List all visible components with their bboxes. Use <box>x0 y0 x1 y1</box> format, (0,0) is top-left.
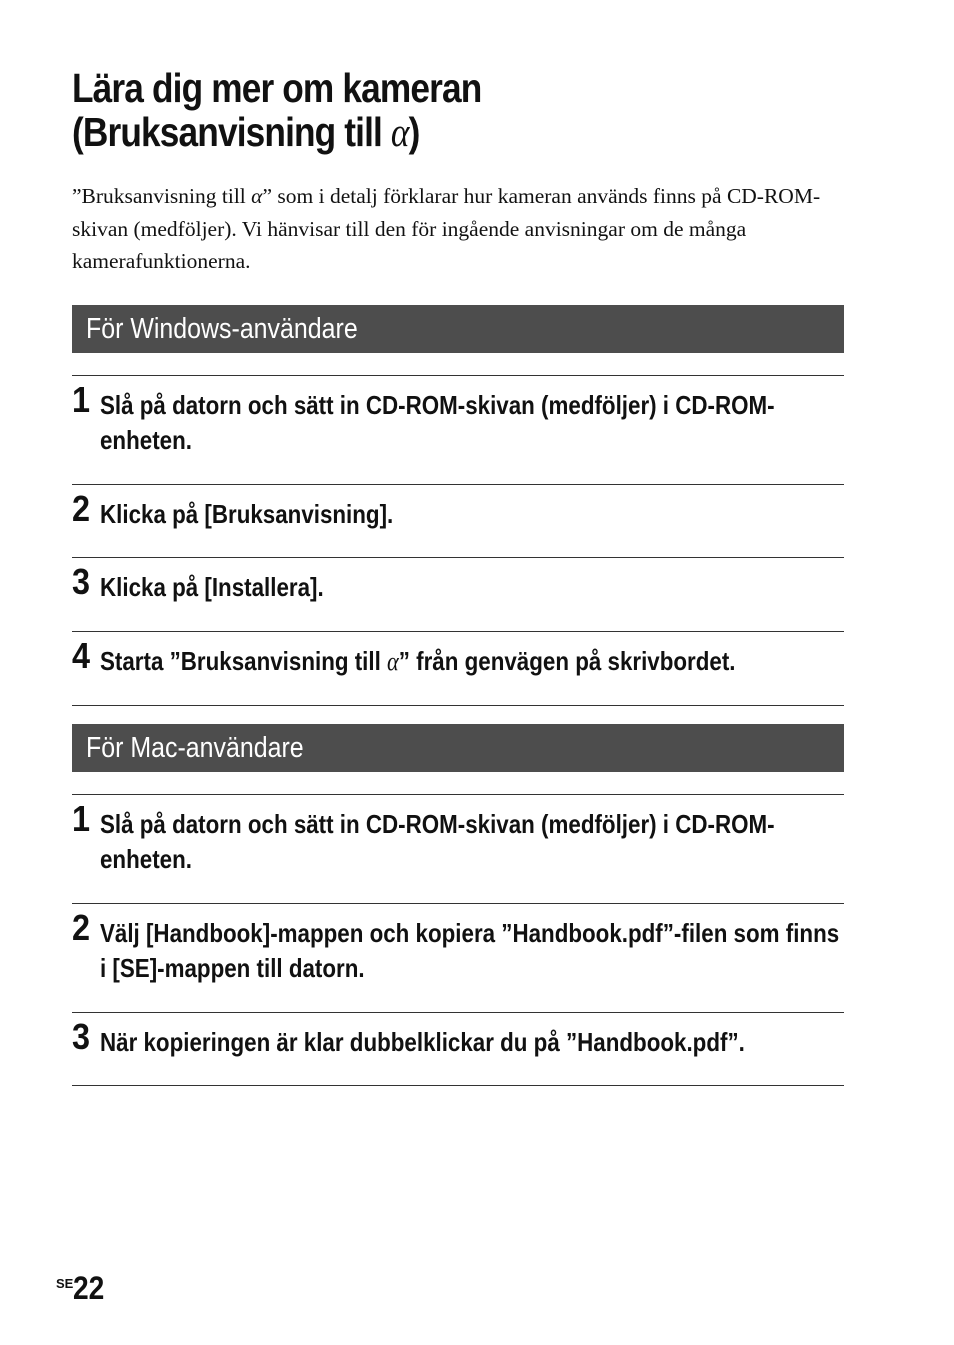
title-line-2-suffix: ) <box>408 109 420 155</box>
step-number: 4 <box>72 635 91 676</box>
step-text: Klicka på [Bruksanvisning]. <box>100 499 394 529</box>
title-line-2 <box>72 110 743 154</box>
page-title <box>72 66 743 154</box>
step-number: 1 <box>72 798 91 839</box>
step-number: 2 <box>72 907 91 948</box>
windows-section-header <box>72 305 844 353</box>
alpha-symbol: α <box>390 109 409 155</box>
step-text: Slå på datorn och sätt in CD-ROM-skivan (medföljer) i CD-ROM-enheten. <box>100 809 775 874</box>
mac-section-heading: För Mac-användare <box>86 732 304 764</box>
step-number: 3 <box>72 561 91 602</box>
intro-alpha-symbol: α <box>251 184 263 208</box>
step-number: 3 <box>72 1016 91 1057</box>
divider <box>72 631 844 632</box>
step-text: När kopieringen är klar dubbelklickar du på ”Handbook.pdf”. <box>100 1027 745 1057</box>
divider <box>72 375 844 376</box>
intro-rest: ” som i detalj förklarar hur kameran används finns på CD-ROM-skivan (medföljer). Vi hänvisar till den för ingående anvisningar om de många kamerafunktionerna. <box>72 184 821 273</box>
page-number-value: 22 <box>73 1270 105 1306</box>
step-text-suffix: ” från genvägen på skrivbordet. <box>398 646 736 676</box>
step-text: Välj [Handbook]-mappen och kopiera ”Handbook.pdf”-filen som finns i [SE]-mappen till datorn. <box>100 918 840 983</box>
step-text: Klicka på [Installera]. <box>100 572 324 602</box>
divider <box>72 705 844 706</box>
step-number: 2 <box>72 488 91 529</box>
divider <box>72 557 844 558</box>
divider <box>72 1085 844 1086</box>
title-line-1: Lära dig mer om kameran <box>72 65 482 111</box>
step-text <box>100 644 840 679</box>
divider <box>72 484 844 485</box>
step-text-prefix: Starta ”Bruksanvisning till <box>100 646 388 676</box>
step-alpha-symbol: α <box>387 647 399 676</box>
windows-section-heading: För Windows-användare <box>86 313 358 345</box>
page-number <box>56 1270 109 1306</box>
step-number: 1 <box>72 379 91 420</box>
title-line-2-prefix: (Bruksanvisning till <box>72 109 391 155</box>
mac-section-header <box>72 724 844 772</box>
language-code: SE <box>56 1276 74 1291</box>
step-text: Slå på datorn och sätt in CD-ROM-skivan (medföljer) i CD-ROM-enheten. <box>100 390 775 455</box>
divider <box>72 903 844 904</box>
intro-prefix: ”Bruksanvisning till <box>72 184 252 208</box>
intro-paragraph <box>72 180 852 278</box>
divider <box>72 794 844 795</box>
divider <box>72 1012 844 1013</box>
